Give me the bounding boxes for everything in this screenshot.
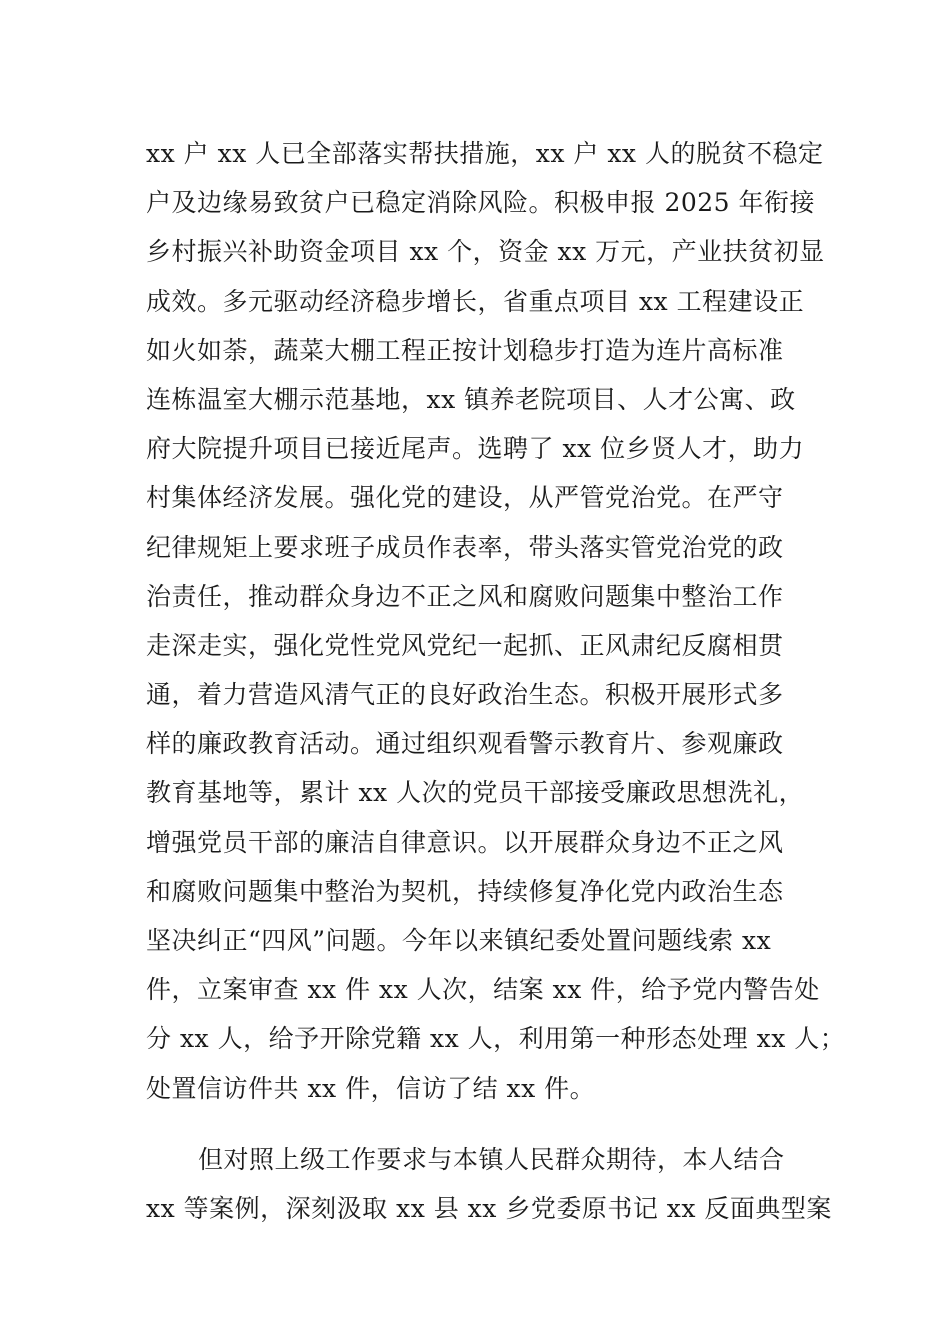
document-body (146, 129, 846, 1233)
text-line: 户及边缘易致贫户已稳定消除风险。积极申报 2025 年衔接 (146, 188, 816, 218)
text-line: 如火如荼，蔬菜大棚工程正按计划稳步打造为连片高标准 (146, 335, 784, 365)
text-line: 成效。多元驱动经济稳步增长，省重点项目 xx 工程建设正 (146, 286, 805, 316)
text-line: xx 户 xx 人已全部落实帮扶措施，xx 户 xx 人的脱贫不稳定 (146, 139, 824, 168)
text-line: 纪律规矩上要求班子成员作表率，带头落实管党治党的政 (146, 532, 784, 562)
text-line: 分 xx 人，给予开除党籍 xx 人，利用第一种形态处理 xx 人； (146, 1024, 846, 1054)
text-line: 村集体经济发展。强化党的建设，从严管党治党。在严守 (146, 483, 784, 513)
text-line: 但对照上级工作要求与本镇人民群众期待，本人结合 (198, 1144, 785, 1174)
text-line: 和腐败问题集中整治为契机，持续修复净化党内政治生态 (146, 876, 784, 906)
paragraph-1 (146, 129, 846, 1113)
paragraph-gap (146, 1113, 846, 1135)
text-line: 样的廉政教育活动。通过组织观看警示教育片、参观廉政 (146, 729, 784, 759)
text-line: xx 等案例，深刻汲取 xx 县 xx 乡党委原书记 xx 反面典型案 (146, 1193, 832, 1223)
paragraph-2 (146, 1135, 846, 1233)
text-line: 走深走实，强化党性党风党纪一起抓、正风肃纪反腐相贯 (146, 630, 784, 660)
text-line: 处置信访件共 xx 件，信访了结 xx 件。 (146, 1073, 596, 1103)
text-line: 乡村振兴补助资金项目 xx 个，资金 xx 万元，产业扶贫初显 (146, 237, 825, 267)
text-line: 府大院提升项目已接近尾声。选聘了 xx 位乡贤人才，助力 (146, 434, 805, 464)
text-line: 增强党员干部的廉洁自律意识。以开展群众身边不正之风 (146, 827, 784, 857)
text-line: 连栋温室大棚示范基地，xx 镇养老院项目、人才公寓、政 (146, 384, 796, 414)
text-line: 通，着力营造风清气正的良好政治生态。积极开展形式多 (146, 680, 784, 710)
text-line: 教育基地等，累计 xx 人次的党员干部接受廉政思想洗礼， (146, 778, 805, 808)
text-line: 治责任，推动群众身边不正之风和腐败问题集中整治工作 (146, 581, 784, 611)
text-line: 件，立案审查 xx 件 xx 人次，结案 xx 件，给予党内警告处 (146, 975, 820, 1005)
text-line: 坚决纠正“四风”问题。今年以来镇纪委处置问题线索 xx (146, 926, 772, 955)
